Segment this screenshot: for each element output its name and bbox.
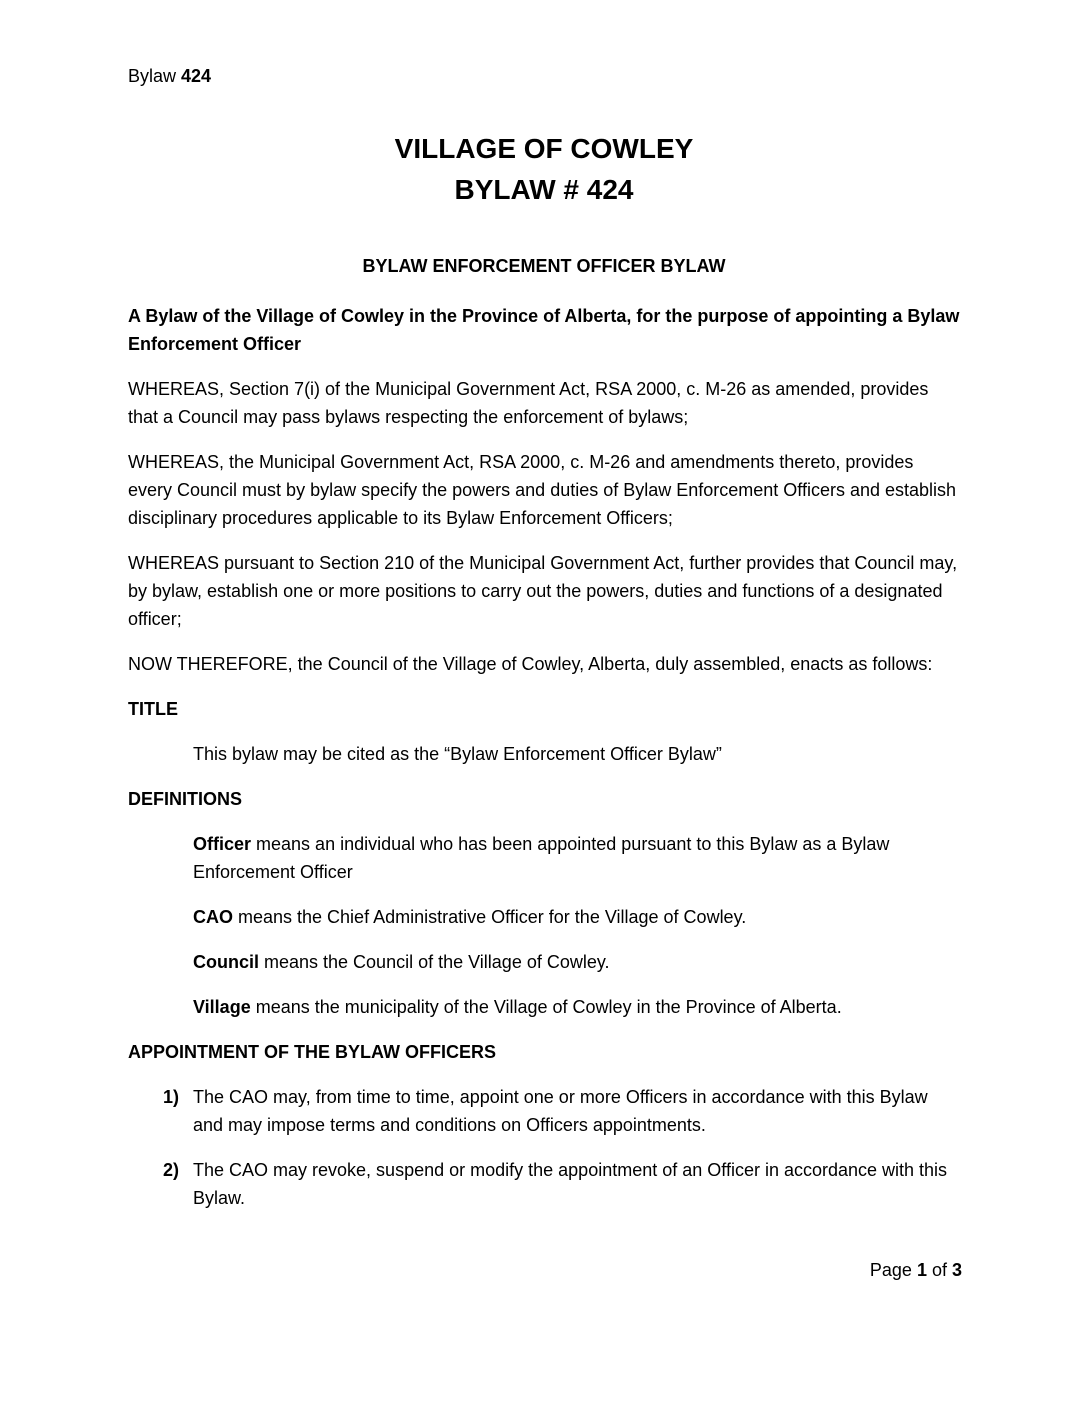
definition-term-cao: CAO [193, 907, 233, 927]
page-footer [870, 1256, 962, 1284]
definition-text-council: means the Council of the Village of Cowley. [259, 952, 610, 972]
definition-term-village: Village [193, 997, 251, 1017]
header-bylaw-number: 424 [181, 66, 212, 86]
definition-officer [193, 830, 960, 886]
title-line-1: VILLAGE OF COWLEY [394, 133, 694, 164]
definition-village [193, 993, 960, 1021]
appointment-item-2 [163, 1156, 960, 1212]
document-title [128, 128, 960, 210]
definition-text-village: means the municipality of the Village of Cowley in the Province of Alberta. [250, 997, 842, 1017]
definition-cao [193, 903, 960, 931]
definition-council [193, 948, 960, 976]
appointment-item-2-number: 2) [163, 1160, 180, 1180]
appointment-item-1-text: The CAO may, from time to time, appoint one or more Officers in accordance with this Bylaw and may impose terms and conditions on Officers appointments. [193, 1087, 928, 1135]
document-header [128, 62, 960, 90]
section-heading-appointment: APPOINTMENT OF THE BYLAW OFFICERS [128, 1042, 496, 1062]
recital-whereas-1: WHEREAS, Section 7(i) of the Municipal Government Act, RSA 2000, c. M-26 as amended, provides that a Council may pass bylaws respecting the enforcement of bylaws; [128, 379, 929, 427]
recital-whereas-2: WHEREAS, the Municipal Government Act, RSA 2000, c. M-26 and amendments thereto, provides every Council must by bylaw specify the powers and duties of Bylaw Enforcement Officers and establish disciplinary procedures applicable to its Bylaw Enforcement Officers; [128, 452, 957, 528]
section-heading-definitions: DEFINITIONS [128, 789, 243, 809]
header-prefix: Bylaw [128, 66, 182, 86]
appointment-item-1-number: 1) [163, 1087, 180, 1107]
footer-page-number: 1 [916, 1260, 927, 1280]
appointment-item-2-text: The CAO may revoke, suspend or modify the appointment of an Officer in accordance with this Bylaw. [193, 1160, 948, 1208]
appointment-list [128, 1083, 960, 1212]
footer-prefix: Page [869, 1260, 917, 1280]
title-citation: This bylaw may be cited as the “Bylaw Enforcement Officer Bylaw” [193, 744, 722, 764]
definition-text-officer: means an individual who has been appointed pursuant to this Bylaw as a Bylaw Enforcement Officer [193, 834, 890, 882]
footer-total-pages: 3 [951, 1260, 962, 1280]
document-subtitle: BYLAW ENFORCEMENT OFFICER BYLAW [362, 256, 726, 276]
recital-whereas-3: WHEREAS pursuant to Section 210 of the Municipal Government Act, further provides that Council may, by bylaw, establish one or more positions to carry out the powers, duties and functions of a designated officer; [128, 553, 958, 629]
definition-text-cao: means the Chief Administrative Officer for the Village of Cowley. [233, 907, 747, 927]
appointment-item-1 [163, 1083, 960, 1139]
title-line-2: BYLAW # 424 [454, 174, 634, 205]
section-heading-title: TITLE [128, 699, 178, 719]
recital-now-therefore: NOW THEREFORE, the Council of the Village of Cowley, Alberta, duly assembled, enacts as follows: [128, 654, 933, 674]
definition-term-officer: Officer [193, 834, 252, 854]
intro-paragraph: A Bylaw of the Village of Cowley in the Province of Alberta, for the purpose of appointing a Bylaw Enforcement Officer [128, 306, 960, 354]
footer-of: of [926, 1260, 952, 1280]
definition-term-council: Council [193, 952, 259, 972]
